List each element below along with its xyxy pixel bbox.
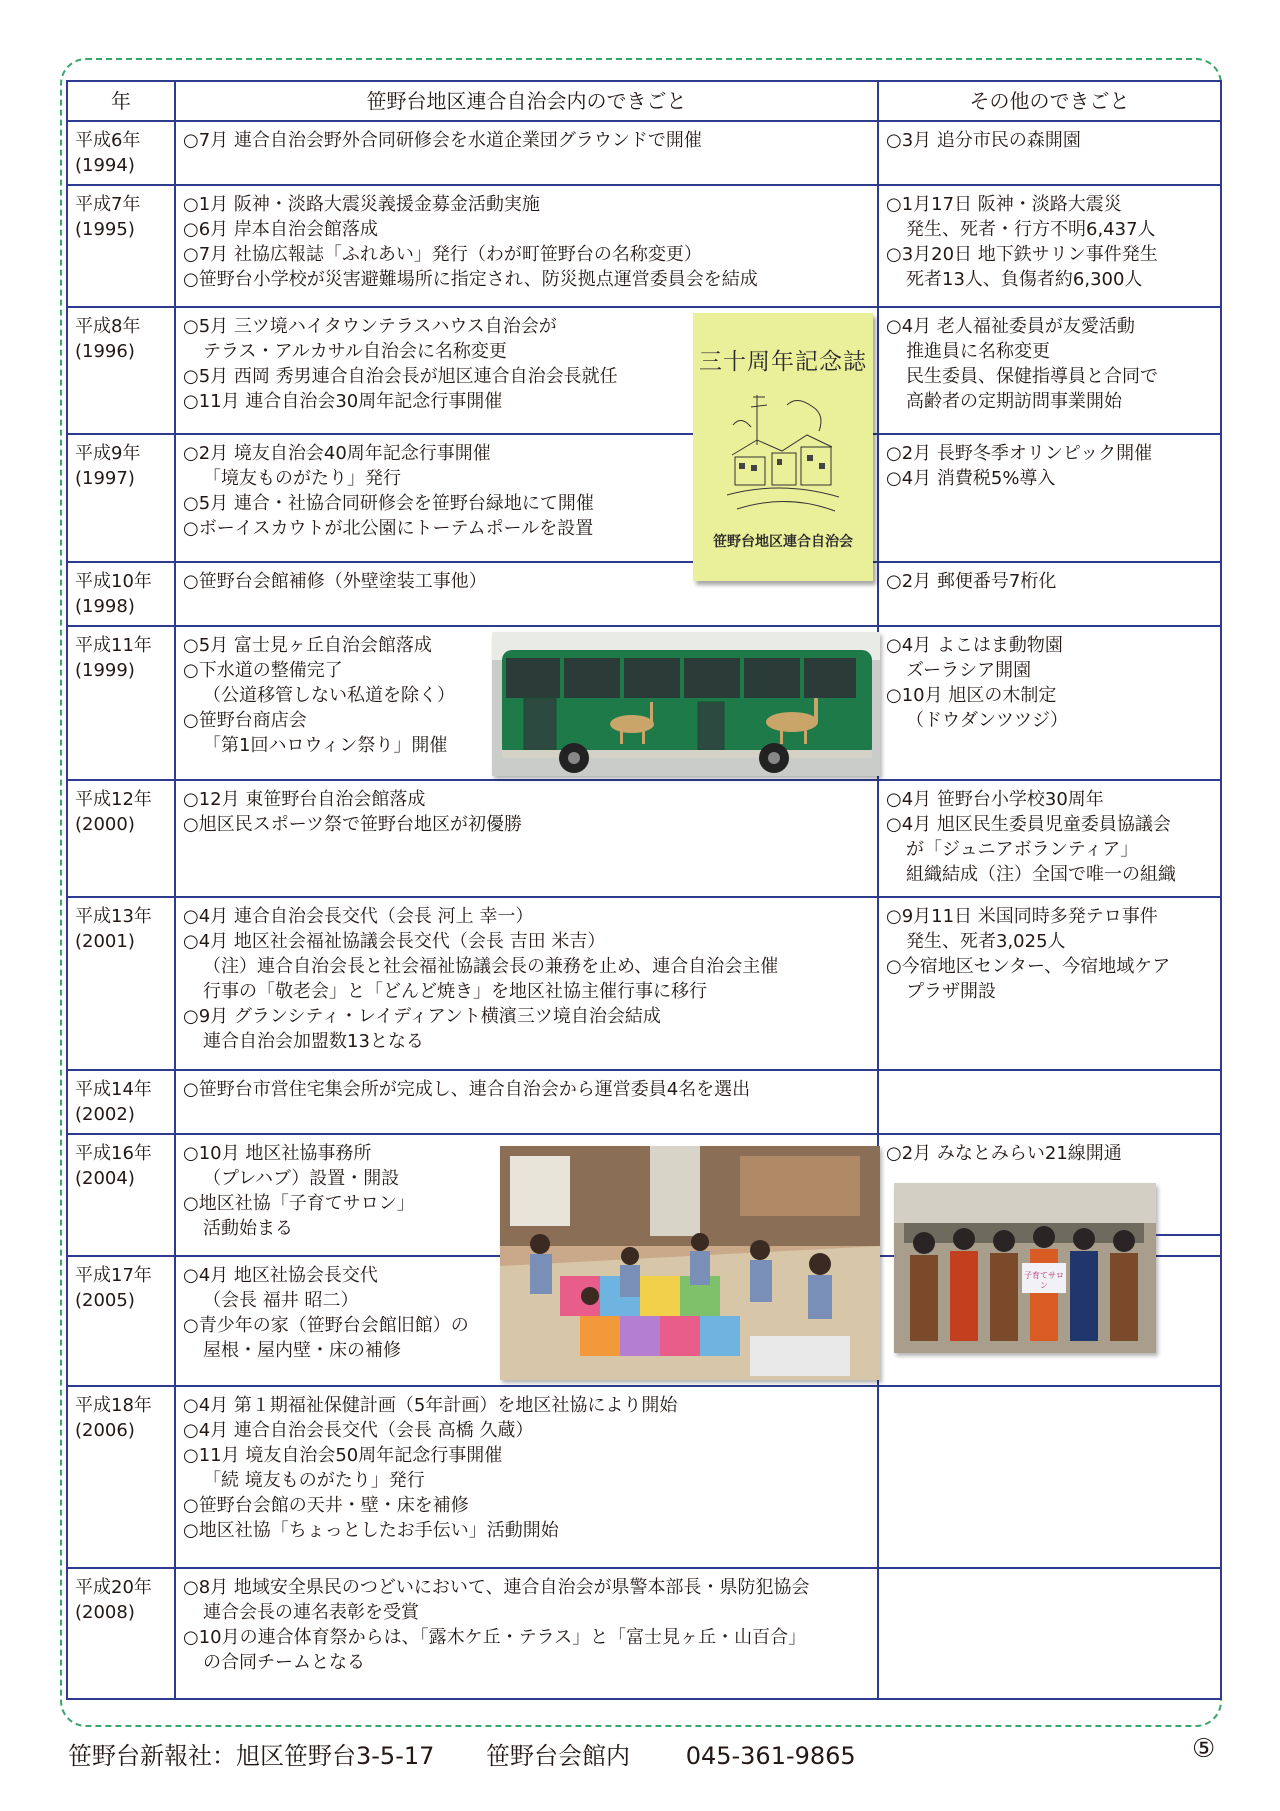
- western-year: (1994): [75, 155, 135, 176]
- western-year: (2006): [75, 1420, 135, 1441]
- other-events-cell: [878, 185, 1221, 307]
- event-line: ○地区社協「子育てサロン」: [183, 1193, 415, 1214]
- era-year: 平成6年: [75, 130, 141, 151]
- year-cell: [67, 121, 175, 185]
- child-salon-photo: [500, 1146, 880, 1380]
- event-line: ○3月 追分市民の森開園: [886, 130, 1081, 151]
- event-line: ズーラシア開園: [906, 660, 1032, 681]
- era-year: 平成18年: [75, 1395, 152, 1416]
- salon-illustration: [500, 1146, 880, 1380]
- era-year: 平成12年: [75, 789, 152, 810]
- western-year: (1997): [75, 468, 135, 489]
- commemorative-booklet-photo: [693, 313, 873, 581]
- header-row: [67, 81, 1221, 121]
- event-line: ○2月 境友自治会40周年記念行事開催: [183, 443, 491, 464]
- bus-photo: [492, 632, 880, 776]
- photo-connector-line: [1156, 1234, 1220, 1236]
- event-line: ○4月 連合自治会長交代（会長 河上 幸一）: [183, 906, 534, 927]
- event-line: ○7月 連合自治会野外合同研修会を水道企業団グラウンドで開催: [183, 130, 702, 151]
- western-year: (2005): [75, 1290, 135, 1311]
- footer-phone: 045-361-9865: [685, 1742, 856, 1770]
- event-line: ○4月 老人福祉委員が友愛活動: [886, 316, 1135, 337]
- event-line: ○11月 境友自治会50周年記念行事開催: [183, 1445, 503, 1466]
- timeline-row: [67, 121, 1221, 185]
- western-year: (2008): [75, 1602, 135, 1623]
- other-events-cell: [878, 121, 1221, 185]
- other-events-cell: [878, 1386, 1221, 1568]
- event-line: ○10月の連合体育祭からは、「露木ケ丘・テラス」と「富士見ヶ丘・山百合」: [183, 1627, 807, 1648]
- booklet-publisher: 笹野台地区連合自治会: [713, 534, 853, 550]
- era-year: 平成7年: [75, 194, 141, 215]
- event-line: 高齢者の定期訪問事業開始: [906, 391, 1122, 412]
- other-events-cell: [878, 562, 1221, 626]
- event-line: （注）連合自治会長と社会福祉協議会長の兼務を止め、連合自治会主催: [203, 956, 779, 977]
- event-line: ○10月 旭区の木制定: [886, 685, 1057, 706]
- header-internal: 笹野台地区連合自治会内のできごと: [175, 81, 878, 121]
- year-cell: [67, 780, 175, 897]
- header-year: 年: [67, 81, 175, 121]
- event-line: 行事の「敬老会」と「どんど焼き」を地区社協主催行事に移行: [203, 981, 707, 1002]
- year-cell: [67, 1070, 175, 1134]
- booklet-sketch-illustration: [727, 385, 839, 515]
- internal-events-cell: [175, 185, 878, 307]
- year-cell: [67, 434, 175, 562]
- era-year: 平成9年: [75, 443, 141, 464]
- event-line: 死者13人、負傷者約6,300人: [906, 269, 1143, 290]
- event-line: （会長 福井 昭二）: [203, 1290, 359, 1311]
- era-year: 平成17年: [75, 1265, 152, 1286]
- booklet-title: 三十周年記念誌: [699, 349, 867, 375]
- other-events-cell: [878, 897, 1221, 1070]
- event-line: ○4月 消費税5%導入: [886, 468, 1056, 489]
- event-line: 活動始まる: [203, 1218, 293, 1239]
- footer: [68, 1736, 856, 1771]
- timeline-row: [67, 185, 1221, 307]
- timeline-row: [67, 780, 1221, 897]
- timeline-row: [67, 1568, 1221, 1699]
- era-year: 平成20年: [75, 1577, 152, 1598]
- year-cell: [67, 307, 175, 434]
- event-line: ○1月 阪神・淡路大震災義援金募金活動実施: [183, 194, 540, 215]
- event-line: ○4月 笹野台小学校30周年: [886, 789, 1104, 810]
- western-year: (2001): [75, 931, 135, 952]
- timeline-row: [67, 307, 1221, 434]
- event-line: ○2月 長野冬季オリンピック開催: [886, 443, 1153, 464]
- timeline-row: [67, 1070, 1221, 1134]
- other-events-cell: [878, 434, 1221, 562]
- timeline-table: [66, 80, 1222, 1700]
- event-line: が「ジュニアボランティア」: [906, 839, 1139, 860]
- year-cell: [67, 185, 175, 307]
- event-line: ○8月 地域安全県民のつどいにおいて、連合自治会が県警本部長・県防犯協会: [183, 1577, 810, 1598]
- salon-sign-text: 子育てサロン: [1024, 1271, 1064, 1290]
- event-line: ○4月 地区社会福祉協議会長交代（会長 吉田 米吉）: [183, 931, 606, 952]
- event-line: 屋根・屋内壁・床の補修: [203, 1340, 401, 1361]
- era-year: 平成16年: [75, 1143, 152, 1164]
- event-line: ○旭区民スポーツ祭で笹野台地区が初優勝: [183, 814, 522, 835]
- header-other: その他のできごと: [878, 81, 1221, 121]
- year-cell: [67, 626, 175, 780]
- year-cell: [67, 562, 175, 626]
- event-line: ○4月 旭区民生委員児童委員協議会: [886, 814, 1171, 835]
- event-line: ○9月 グランシティ・レイディアント横濱三ツ境自治会結成: [183, 1006, 661, 1027]
- event-line: ○6月 岸本自治会館落成: [183, 219, 378, 240]
- footer-publisher: 笹野台新報社：旭区笹野台3-5-17: [68, 1742, 435, 1770]
- internal-events-cell: [175, 897, 878, 1070]
- western-year: (1996): [75, 341, 135, 362]
- event-line: ○笹野台市営住宅集会所が完成し、連合自治会から運営委員4名を選出: [183, 1079, 751, 1100]
- other-events-cell: [878, 307, 1221, 434]
- event-line: ○7月 社協広報誌「ふれあい」発行（わが町笹野台の名称変更）: [183, 244, 702, 265]
- event-line: プラザ開設: [906, 981, 996, 1002]
- internal-events-cell: [175, 1568, 878, 1699]
- other-events-cell: [878, 1070, 1221, 1134]
- western-year: (1995): [75, 219, 135, 240]
- internal-events-cell: [175, 780, 878, 897]
- event-line: ○4月 地区社協会長交代: [183, 1265, 378, 1286]
- era-year: 平成14年: [75, 1079, 152, 1100]
- western-year: (1999): [75, 660, 135, 681]
- other-events-cell: [878, 1568, 1221, 1699]
- event-line: ○5月 富士見ヶ丘自治会館落成: [183, 635, 432, 656]
- event-line: ○地区社協「ちょっとしたお手伝い」活動開始: [183, 1520, 559, 1541]
- event-line: 発生、死者3,025人: [906, 931, 1066, 952]
- event-line: ○9月11日 米国同時多発テロ事件: [886, 906, 1158, 927]
- event-line: ○今宿地区センター、今宿地域ケア: [886, 956, 1171, 977]
- staff-illustration: [894, 1183, 1156, 1353]
- event-line: ○笹野台会館の天井・壁・床を補修: [183, 1495, 469, 1516]
- event-line: ○笹野台商店会: [183, 710, 307, 731]
- timeline-row: [67, 897, 1221, 1070]
- event-line: ○4月 連合自治会長交代（会長 高橋 久蔵）: [183, 1420, 534, 1441]
- internal-events-cell: [175, 121, 878, 185]
- event-line: 「第1回ハロウィン祭り」開催: [203, 735, 448, 756]
- year-cell: [67, 1134, 175, 1256]
- western-year: (1998): [75, 596, 135, 617]
- event-line: ○4月 よこはま動物園: [886, 635, 1063, 656]
- era-year: 平成10年: [75, 571, 152, 592]
- western-year: (2000): [75, 814, 135, 835]
- event-line: ○2月 郵便番号7桁化: [886, 571, 1057, 592]
- event-line: ○12月 東笹野台自治会館落成: [183, 789, 426, 810]
- timeline-row: [67, 562, 1221, 626]
- event-line: 連合会長の連名表彰を受賞: [203, 1602, 419, 1623]
- era-year: 平成13年: [75, 906, 152, 927]
- western-year: (2004): [75, 1168, 135, 1189]
- event-line: ○青少年の家（笹野台会館旧館）の: [183, 1315, 469, 1336]
- event-line: ○下水道の整備完了: [183, 660, 343, 681]
- other-events-cell: [878, 780, 1221, 897]
- timeline-row: [67, 434, 1221, 562]
- event-line: 発生、死者・行方不明6,437人: [906, 219, 1156, 240]
- event-line: 民生委員、保健指導員と合同で: [906, 366, 1158, 387]
- event-line: ○笹野台会館補修（外壁塗装工事他）: [183, 571, 487, 592]
- year-cell: [67, 1568, 175, 1699]
- event-line: ○5月 三ツ境ハイタウンテラスハウス自治会が: [183, 316, 557, 337]
- event-line: （ドウダンツツジ）: [906, 710, 1068, 731]
- event-line: 推進員に名称変更: [906, 341, 1050, 362]
- western-year: (2002): [75, 1104, 135, 1125]
- timeline-row: [67, 1386, 1221, 1568]
- salon-staff-photo: [894, 1183, 1156, 1353]
- event-line: ○2月 みなとみらい21線開通: [886, 1143, 1122, 1164]
- event-line: ○5月 西岡 秀男連合自治会長が旭区連合自治会長就任: [183, 366, 618, 387]
- event-line: ○10月 地区社協事務所: [183, 1143, 372, 1164]
- other-events-cell: [878, 626, 1221, 780]
- event-line: （プレハブ）設置・開設: [203, 1168, 400, 1189]
- internal-events-cell: [175, 1070, 878, 1134]
- year-cell: [67, 1386, 175, 1568]
- event-line: 「境友ものがたり」発行: [203, 468, 401, 489]
- event-line: ○3月20日 地下鉄サリン事件発生: [886, 244, 1158, 265]
- event-line: 組織結成（注）全国で唯一の組織: [906, 864, 1176, 885]
- event-line: 連合自治会加盟数13となる: [203, 1031, 424, 1052]
- year-cell: [67, 897, 175, 1070]
- year-cell: [67, 1256, 175, 1386]
- page-number: ⑤: [1192, 1734, 1216, 1764]
- event-line: 「続 境友ものがたり」発行: [203, 1470, 425, 1491]
- event-line: の合同チームとなる: [203, 1652, 365, 1673]
- footer-place: 笹野台会館内: [486, 1742, 631, 1770]
- event-line: ○11月 連合自治会30周年記念行事開催: [183, 391, 503, 412]
- event-line: ○笹野台小学校が災害避難場所に指定され、防災拠点運営委員会を結成: [183, 269, 758, 290]
- event-line: テラス・アルカサル自治会に名称変更: [203, 341, 507, 362]
- event-line: ○1月17日 阪神・淡路大震災: [886, 194, 1122, 215]
- event-line: ○ボーイスカウトが北公園にトーテムポールを設置: [183, 518, 594, 539]
- event-line: ○4月 第１期福祉保健計画（5年計画）を地区社協により開始: [183, 1395, 678, 1416]
- event-line: ○5月 連合・社協合同研修会を笹野台緑地にて開催: [183, 493, 594, 514]
- era-year: 平成11年: [75, 635, 152, 656]
- era-year: 平成8年: [75, 316, 141, 337]
- bus-illustration: [492, 632, 880, 776]
- internal-events-cell: [175, 1386, 878, 1568]
- event-line: （公道移管しない私道を除く）: [203, 685, 455, 706]
